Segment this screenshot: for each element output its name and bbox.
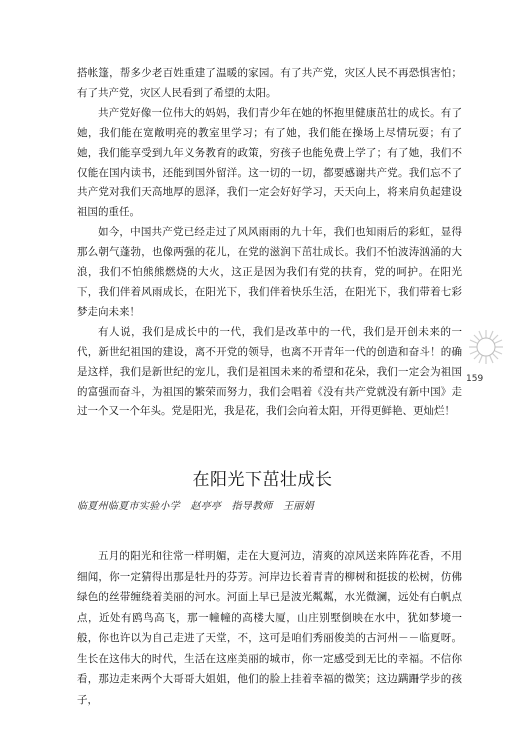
paragraph: 搭帐篷，帮多少老百姓重建了温暖的家园。有了共产党，灾区人民不再恐惧害怕；有了共产党，灾区人民看到了希望的太阳。 — [77, 67, 462, 99]
article-body — [77, 546, 462, 710]
page-number: 159 — [466, 374, 484, 384]
sunburst-ornament-icon — [468, 329, 504, 365]
paragraph: 共产党好像一位伟大的妈妈，我们青少年在她的怀抱里健康茁壮的成长。有了她，我们能在宽敞明亮的教室里学习；有了她，我们能在操场上尽情玩耍；有了她，我们能享受到九年义务教育的政策，穷孩子也能免费上学了；有了她，我们不仅能在国内读书，还能到国外留洋。这一切的一切，都要感谢共产党。我们忘不了共产党对我们天高地厚的恩泽，我们一定会好好学习，天天向上，将来肩负起建设祖国的重任。 — [77, 106, 462, 219]
paragraph: 有人说，我们是成长中的一代，我们是改革中的一代，我们是开创未来的一代，新世纪祖国的建设，离不开党的领导，也离不开青年一代的创造和奋斗！的确是这样，我们是新世纪的宠儿，我们是祖国未来的希望和花朵，我们一定会为祖国的富强而奋斗，为祖国的繁荣而努力，我们会唱着《没有共产党就没有新中国》走过一个又一个年头。党是阳光，我是花，我们会向着太阳，开得更鲜艳、更灿烂！ — [77, 325, 462, 418]
article-byline: 临夏州临夏市实验小学 赵亭亭 指导教师 王丽娟 — [77, 501, 314, 512]
article-title: 在阳光下茁壮成长 — [192, 470, 333, 490]
essay-continuation — [77, 64, 462, 422]
paragraph: 五月的阳光和往常一样明媚，走在大夏河边，清爽的凉风送来阵阵花香，不用细闻，你一定猜得出那是牡丹的芬芳。河岸边长着青青的柳树和挺拔的松树，仿佛绿色的丝带缠绕着美丽的河水。河面上早已是波光粼粼，水光微澜，远处有白帆点点，近处有鸥鸟高飞，那一幢幢的高楼大厦，山庄别墅倒映在水中，犹如梦境一般，你也许以为自己走进了天堂，不，这可是咱们秀丽俊美的古河州－－临夏呀。生长在这伟大的时代，生活在这座美丽的城市，你一定感受到无比的幸福。不信你看，那边走来两个大哥哥大姐姐，他们的脸上挂着幸福的微笑；这边蹒跚学步的孩子， — [77, 550, 462, 706]
paragraph: 如今，中国共产党已经走过了风风雨雨的九十年，我们也知雨后的彩虹，显得那么朝气蓬勃，也像两强的花儿，在党的滋润下茁壮成长。我们不怕波涛汹涌的大浪，我们不怕熊熊燃烧的大火，这正是因为我们有党的扶育，党的呵护。在阳光下，我们伴着风雨成长，在阳光下，我们伴着快乐生活，在阳光下，我们带着七彩梦走向未来！ — [77, 226, 462, 318]
